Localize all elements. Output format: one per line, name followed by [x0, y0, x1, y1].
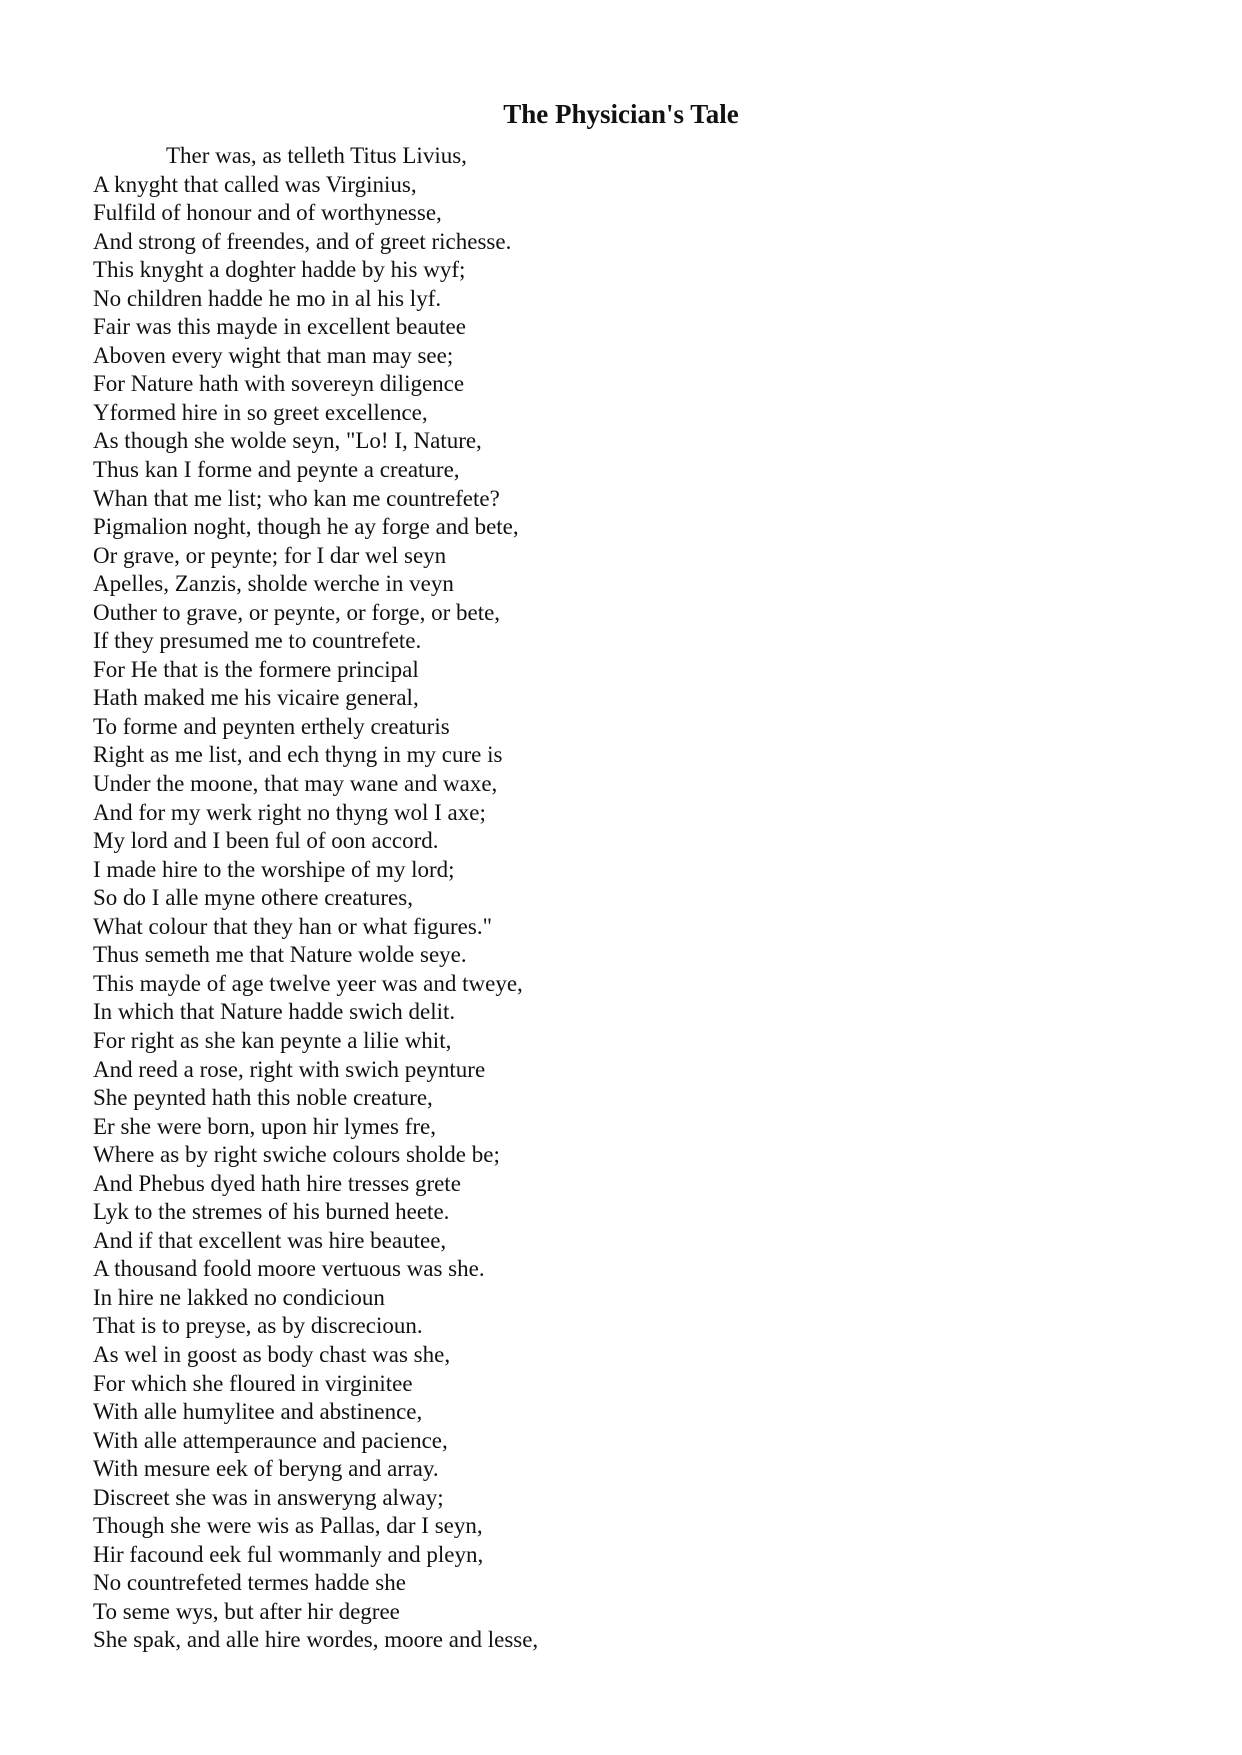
poem-line: So do I alle myne othere creatures,: [93, 885, 413, 911]
poem-line: Thus semeth me that Nature wolde seye.: [93, 942, 467, 968]
poem-line: Or grave, or peynte; for I dar wel seyn: [93, 542, 447, 568]
poem-line: Aboven every wight that man may see;: [93, 342, 454, 368]
poem-line: That is to preyse, as by discrecioun.: [93, 1313, 423, 1339]
poem-line: As wel in goost as body chast was she,: [93, 1341, 451, 1367]
poem-line: For He that is the formere principal: [93, 656, 419, 682]
poem-line: She peynted hath this noble creature,: [93, 1085, 433, 1111]
poem-line: With mesure eek of beryng and array.: [93, 1456, 439, 1482]
poem-line: Ther was, as telleth Titus Livius,: [166, 143, 467, 168]
poem-line: And Phebus dyed hath hire tresses grete: [93, 1170, 461, 1196]
poem-line: In which that Nature hadde swich delit.: [93, 999, 456, 1025]
poem-line: Under the moone, that may wane and waxe,: [93, 771, 498, 797]
poem-line: Hath maked me his vicaire general,: [93, 685, 419, 711]
poem-line: A knyght that called was Virginius,: [93, 171, 417, 197]
poem-line: And for my werk right no thyng wol I axe;: [93, 799, 486, 825]
poem-line: Fulfild of honour and of worthynesse,: [93, 200, 442, 226]
poem-line: With alle attemperaunce and pacience,: [93, 1427, 448, 1453]
poem-line: With alle humylitee and abstinence,: [93, 1399, 423, 1425]
poem-line: And reed a rose, right with swich peynture: [93, 1056, 486, 1082]
poem-line: Lyk to the stremes of his burned heete.: [93, 1199, 450, 1225]
poem-line: To forme and peynten erthely creaturis: [93, 713, 450, 739]
poem-line: Fair was this mayde in excellent beautee: [93, 314, 466, 340]
poem-line: No children hadde he mo in al his lyf.: [93, 285, 442, 311]
document-title: The Physician's Tale: [503, 99, 739, 129]
poem-line: Apelles, Zanzis, sholde werche in veyn: [93, 571, 454, 597]
poem-line: Thus kan I forme and peynte a creature,: [93, 457, 460, 483]
poem-line: Yformed hire in so greet excellence,: [93, 399, 428, 425]
poem-line: Outher to grave, or peynte, or forge, or bete,: [93, 599, 501, 625]
poem-line: For Nature hath with sovereyn diligence: [93, 371, 465, 397]
poem-line: She spak, and alle hire wordes, moore and lesse,: [93, 1627, 539, 1653]
poem-line: And if that excellent was hire beautee,: [93, 1227, 447, 1253]
poem-line: For which she floured in virginitee: [93, 1370, 413, 1396]
poem-line: Though she were wis as Pallas, dar I seyn,: [93, 1513, 483, 1539]
poem-line: My lord and I been ful of oon accord.: [93, 828, 439, 854]
poem-line: Discreet she was in answeryng alway;: [93, 1484, 444, 1510]
poem-line: Whan that me list; who kan me countrefete?: [93, 485, 500, 511]
poem-line: This mayde of age twelve yeer was and tweye,: [93, 970, 523, 996]
poem-line: I made hire to the worshipe of my lord;: [93, 856, 455, 882]
poem-line: Er she were born, upon hir lymes fre,: [93, 1113, 436, 1139]
poem-line: A thousand foold moore vertuous was she.: [93, 1256, 485, 1282]
poem-line: To seme wys, but after hir degree: [93, 1598, 400, 1624]
poem-line: Hir facound eek ful wommanly and pleyn,: [93, 1541, 484, 1567]
poem-line: If they presumed me to countrefete.: [93, 628, 422, 654]
poem-line: And strong of freendes, and of greet richesse.: [93, 228, 512, 254]
poem-line: As though she wolde seyn, "Lo! I, Nature,: [93, 428, 482, 454]
poem-line: For right as she kan peynte a lilie whit,: [93, 1027, 452, 1053]
poem-text: [93, 142, 1193, 1655]
poem-line: This knyght a doghter hadde by his wyf;: [93, 257, 466, 283]
poem-line: What colour that they han or what figures.": [93, 913, 492, 939]
poem-line: Where as by right swiche colours sholde be;: [93, 1142, 500, 1168]
poem-line: Pigmalion noght, though he ay forge and bete,: [93, 514, 519, 540]
poem-line: No countrefeted termes hadde she: [93, 1570, 406, 1596]
poem-line: In hire ne lakked no condicioun: [93, 1284, 385, 1310]
poem-line: Right as me list, and ech thyng in my cure is: [93, 742, 503, 768]
